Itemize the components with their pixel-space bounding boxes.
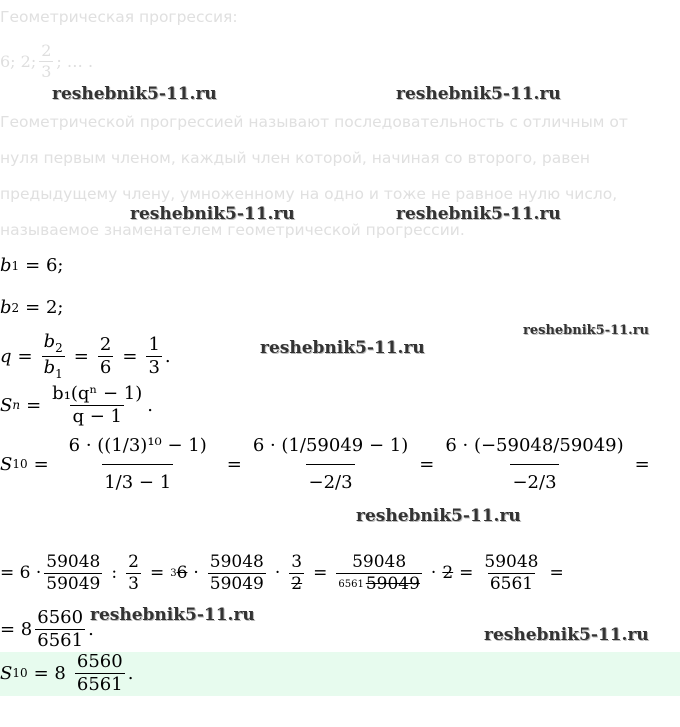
sequence-tail: ; … . xyxy=(56,51,94,71)
q-num-b: b xyxy=(43,331,56,352)
definition-line-1: Геометрической прогрессией называют последовательность с отличным от xyxy=(0,113,628,131)
answer-fraction xyxy=(75,652,125,695)
s10-f1-num: 6 · ((1/3)¹⁰ − 1) xyxy=(68,435,207,456)
answer-den: 6561 xyxy=(76,673,123,695)
answer-symbol: S xyxy=(0,662,13,684)
answer-end: . xyxy=(127,662,134,684)
watermark: reshebnik5-11.ru xyxy=(356,506,521,526)
q-den-b-idx: 1 xyxy=(55,367,63,382)
sequence-first-terms: 6; 2; xyxy=(0,51,37,71)
s10-f1-den: 1/3 − 1 xyxy=(102,464,173,493)
sn-formula-line: S n = $\frac{\text{b₁(qⁿ − 1)}}{q - 1}$ . xyxy=(0,383,153,427)
s10-fraction-3 xyxy=(443,436,625,493)
q-end: . xyxy=(164,346,171,368)
calc-d3: 59049 xyxy=(209,573,264,594)
watermark: reshebnik5-11.ru xyxy=(130,204,295,224)
calc-line: = 6 · $\frac{59048}{59049}$ : $\frac{2}{3}$ = 3 6 · $\frac{59048}{59049}$ · $\frac{3}{2}$ = 59048 6561 59049 · 2 = $\frac{59048}{6561}$ = xyxy=(0,552,564,594)
definition-line-3: предыдущему члену, умноженному на одно и тоже не равное нулю число, xyxy=(0,185,618,203)
calc-small-right: 2 xyxy=(442,563,454,584)
calc-n1: 59048 xyxy=(46,552,101,572)
sequence-fraction xyxy=(39,42,53,80)
q-equals-3: = xyxy=(122,346,138,368)
q-num-b-idx: 2 xyxy=(55,341,63,355)
watermark: reshebnik5-11.ru xyxy=(484,625,649,645)
q-den-b: b xyxy=(43,357,56,379)
q-frac2-num: 2 xyxy=(99,334,112,356)
q-symbol: q xyxy=(0,346,12,368)
calc-n6: 59048 xyxy=(484,552,539,572)
calc-start: = 6 · xyxy=(0,563,42,584)
s10-f2-den: −2/3 xyxy=(306,464,354,493)
b2-value: = 2; xyxy=(25,297,64,318)
calc-d5: 59049 xyxy=(365,573,420,594)
s10-f3-num: 6 · (−59048/59049) xyxy=(445,435,624,456)
s10-symbol: S xyxy=(0,453,13,475)
watermark: reshebnik5-11.ru xyxy=(396,84,561,104)
q-line xyxy=(0,332,171,381)
calc-frac-4 xyxy=(289,553,304,593)
s10-line: S 10 = $\frac{\text{6 · ((1/3)¹⁰ − 1)}}{1/3 - 1}$ = $\frac{6 \cdot (1/59049 - 1)}{-2/3}$ = $\frac{6 \cdot (-59048/59049)}{-2/3}$ = xyxy=(0,435,650,493)
q-fraction-1-3 xyxy=(146,335,161,378)
intro-heading: Геометрическая прогрессия: xyxy=(0,8,238,26)
s10-f2-num: 6 · (1/59049 − 1) xyxy=(252,435,409,456)
mixed-num: 6560 xyxy=(37,607,84,628)
b2-line xyxy=(0,297,64,318)
q-frac3-den: 3 xyxy=(148,357,160,379)
definition-line-4: называемое знаменателем геометрической прогрессии. xyxy=(0,221,465,239)
calc-frac-2 xyxy=(126,553,141,593)
q-fraction-2-6 xyxy=(98,335,113,378)
sn-fraction xyxy=(50,384,144,427)
calc-frac-6 xyxy=(482,553,540,593)
mixed-line xyxy=(0,608,94,651)
b2-index: 2 xyxy=(11,300,20,315)
calc-n2: 2 xyxy=(128,552,139,572)
q-frac3-num: 1 xyxy=(148,334,160,356)
mixed-fraction xyxy=(35,608,85,651)
b1-index: 1 xyxy=(11,258,20,273)
q-equals-1: = xyxy=(17,346,33,368)
s10-index: 10 xyxy=(12,457,28,472)
calc-small-left: 3 xyxy=(170,567,177,579)
answer-line xyxy=(0,652,133,695)
s10-f3-den: −2/3 xyxy=(510,464,558,493)
calc-frac-5 xyxy=(336,553,422,593)
sn-denominator: q − 1 xyxy=(72,405,122,427)
s10-fraction-1 xyxy=(58,436,218,493)
b1-value: = 6; xyxy=(25,255,64,276)
watermark: reshebnik5-11.ru xyxy=(90,605,255,625)
calc-frac-1 xyxy=(44,553,102,593)
answer-eq: = 8 xyxy=(33,662,66,684)
q-equals-2: = xyxy=(73,346,89,368)
b2-symbol: b xyxy=(0,297,12,318)
calc-n4: 3 xyxy=(291,552,303,572)
sequence-fraction-den: 3 xyxy=(41,61,52,81)
calc-d4: 2 xyxy=(291,573,303,594)
calc-d1: 59049 xyxy=(46,573,101,594)
definition-line-2: нуля первым членом, каждый член которой, начиная со второго, равен xyxy=(0,149,591,167)
b1-symbol: b xyxy=(0,255,12,276)
sequence-fraction-num: 2 xyxy=(41,41,52,60)
calc-frac-3 xyxy=(208,553,266,593)
sn-numerator: b₁(qⁿ − 1) xyxy=(52,383,143,404)
watermark: reshebnik5-11.ru xyxy=(523,323,650,338)
watermark: reshebnik5-11.ru xyxy=(52,84,217,104)
watermark: reshebnik5-11.ru xyxy=(260,338,425,358)
sn-symbol: S xyxy=(0,394,13,416)
calc-n3: 59048 xyxy=(209,552,264,572)
sequence-line xyxy=(0,42,93,80)
b1-line xyxy=(0,255,64,276)
q-fraction-b xyxy=(42,332,65,381)
mixed-end: . xyxy=(88,618,94,640)
calc-d2: 3 xyxy=(128,573,139,594)
calc-small-mid: 6561 xyxy=(338,578,364,590)
watermark: reshebnik5-11.ru xyxy=(396,204,561,224)
calc-colon: : xyxy=(111,563,118,584)
answer-index: 10 xyxy=(12,666,28,681)
calc-d6: 6561 xyxy=(489,573,534,594)
answer-num: 6560 xyxy=(76,651,123,672)
calc-n5: 59048 xyxy=(352,552,407,572)
mixed-start: = 8 xyxy=(0,618,33,640)
q-frac2-den: 6 xyxy=(99,357,112,379)
s10-fraction-2 xyxy=(251,436,410,493)
sn-index: n xyxy=(12,398,21,413)
mixed-den: 6561 xyxy=(37,629,84,651)
sn-end: . xyxy=(147,394,153,416)
